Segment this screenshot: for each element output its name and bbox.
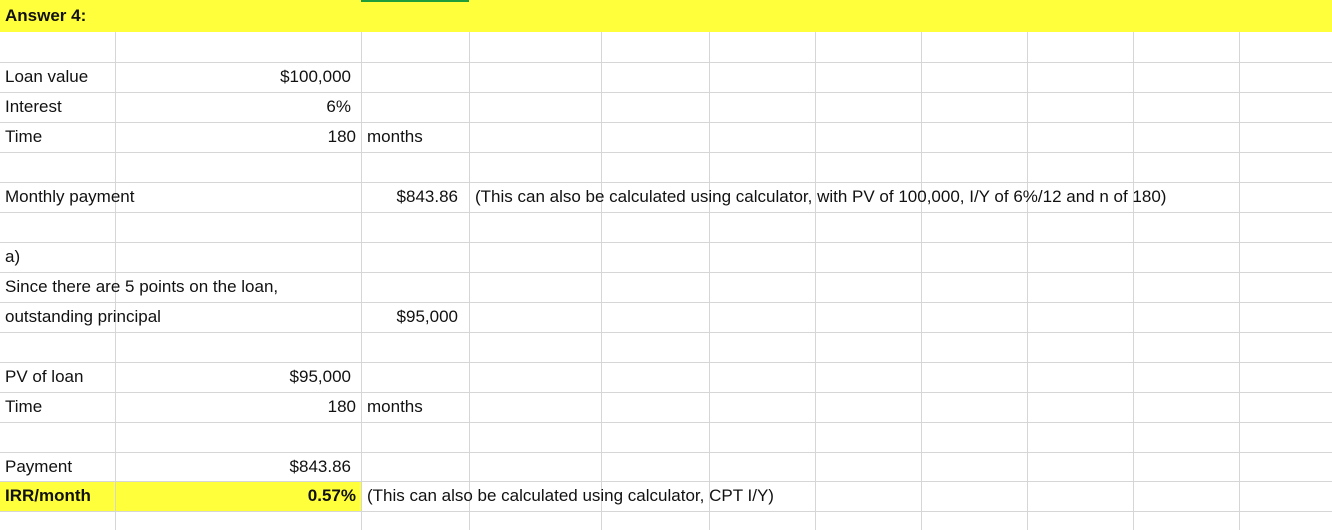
part-a-label: a) <box>5 247 21 266</box>
time2-cell[interactable]: 180 <box>327 397 356 416</box>
time2-unit-cell[interactable]: months <box>367 397 423 416</box>
outstanding-principal-label: outstanding principal <box>5 307 161 326</box>
column-gridline <box>1133 32 1134 530</box>
column-gridline <box>1027 32 1028 530</box>
loan-value-label: Loan value <box>5 67 89 86</box>
payment-label: Payment <box>5 457 73 476</box>
time-cell[interactable]: 180 <box>327 127 356 146</box>
column-gridline <box>709 32 710 530</box>
column-gridline <box>361 32 362 530</box>
column-gridline <box>601 32 602 530</box>
answer-title: Answer 4: <box>5 6 87 25</box>
pv-loan-cell[interactable]: $95,000 <box>289 367 351 386</box>
column-gridline <box>1239 32 1240 530</box>
loan-value-cell[interactable]: $100,000 <box>280 67 351 86</box>
irr-note: (This can also be calculated using calculator, CPT I/Y) <box>367 486 774 505</box>
selected-cell-indicator <box>361 0 469 2</box>
monthly-payment-cell[interactable]: $843.86 <box>396 187 458 206</box>
interest-label: Interest <box>5 97 62 116</box>
column-gridline <box>815 32 816 530</box>
title-row-highlight <box>0 0 1332 32</box>
points-explanation-text: Since there are 5 points on the loan, <box>5 277 279 296</box>
time-label: Time <box>5 127 43 146</box>
irr-month-cell[interactable]: 0.57% <box>307 486 356 505</box>
monthly-payment-note: (This can also be calculated using calculator, with PV of 100,000, I/Y of 6%/12 and n of 180) <box>475 187 1167 206</box>
pv-loan-label: PV of loan <box>5 367 84 386</box>
irr-month-label: IRR/month <box>5 486 91 505</box>
time2-label: Time <box>5 397 43 416</box>
time-unit-cell[interactable]: months <box>367 127 423 146</box>
interest-cell[interactable]: 6% <box>326 97 351 116</box>
monthly-payment-label: Monthly payment <box>5 187 135 206</box>
column-gridline <box>921 32 922 530</box>
outstanding-principal-cell[interactable]: $95,000 <box>396 307 458 326</box>
payment-cell[interactable]: $843.86 <box>289 457 351 476</box>
column-gridline <box>469 32 470 530</box>
